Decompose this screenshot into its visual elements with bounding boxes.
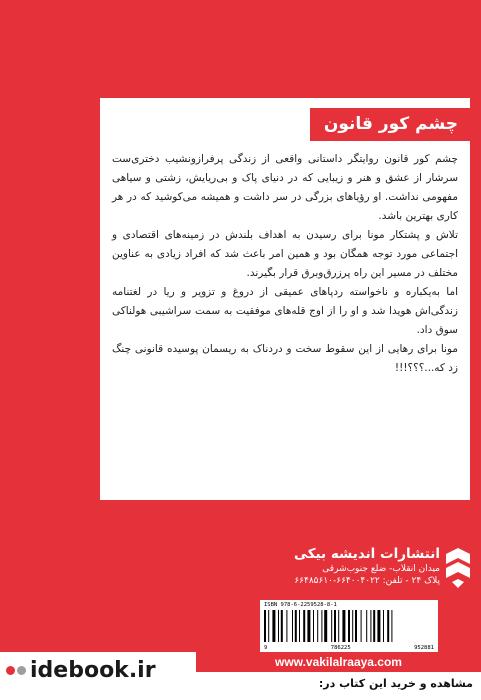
barcode-digit-group: 786225 — [330, 645, 351, 651]
website-link[interactable]: www.vakilalraaya.com — [196, 652, 481, 672]
idebook-dots-icon — [6, 666, 26, 675]
barcode-digits — [264, 645, 434, 651]
footer-bar — [0, 652, 481, 700]
publisher-name: انتشارات اندیشه بیکی — [294, 546, 440, 562]
publisher-address: میدان انقلاب- ضلع جنوب‌شرقی — [322, 564, 440, 574]
publisher-phone: پلاک ۲۴ - تلفن: ۶۶۴۰۰۴۰۲۲-۶۶۴۸۵۶۱۰ — [294, 576, 440, 586]
idebook-brand: idebook.ir — [30, 658, 156, 683]
isbn-label: ISBN 978-6-2259528-8-1 — [264, 602, 337, 608]
barcode-bars-icon — [264, 610, 434, 642]
purchase-note: مشاهده و خرید این کتاب در: — [318, 677, 473, 690]
publisher-logo-icon — [444, 548, 472, 588]
synopsis-paragraph: مونا برای رهایی از این سقوط سخت و دردناک به ریسمان پوسیده قانونی چنگ زد که...؟؟؟!!! — [112, 343, 458, 374]
book-title: چشم کور قانون — [310, 108, 470, 141]
publisher-info — [255, 546, 440, 586]
barcode-digit-group: 952881 — [414, 645, 434, 651]
idebook-logo[interactable] — [6, 658, 156, 683]
barcode-digit-group: 9 — [264, 645, 268, 651]
synopsis-panel — [100, 98, 470, 500]
synopsis-paragraph: تلاش و پشتکار مونا برای رسیدن به اهداف بلندش در زمینه‌های اقتصادی و اجتماعی مورد توجه همگان بود و همین امر باعث شد که افراد زیادی به عناوین مختلف در مسیر این راه پرزرق‌وبرق قرار بگیرند. — [112, 229, 458, 279]
isbn-barcode — [260, 600, 438, 652]
synopsis-paragraph: چشم کور قانون روایتگر داستانی واقعی از زندگی پرفرازونشیب دختری‌ست سرشار از عشق و هنر و زیبایی که در دنیای پاک و بی‌ریایش، زشتی و سیاهی مفهومی نداشت. او رؤیاهای بزرگی در سر داشت و همیشه می‌کوشید که در هر کاری بهترین باشد. — [112, 153, 458, 222]
synopsis-paragraph: اما به‌یکباره و ناخواسته ردپاهای عمیقی از دروغ و تزویر و ریا در لغتنامه زندگی‌اش هویدا شد و او را از اوج قله‌های موفقیت به سمت سراشیبی هولناکی سوق داد. — [112, 286, 458, 336]
synopsis-text — [112, 150, 458, 378]
